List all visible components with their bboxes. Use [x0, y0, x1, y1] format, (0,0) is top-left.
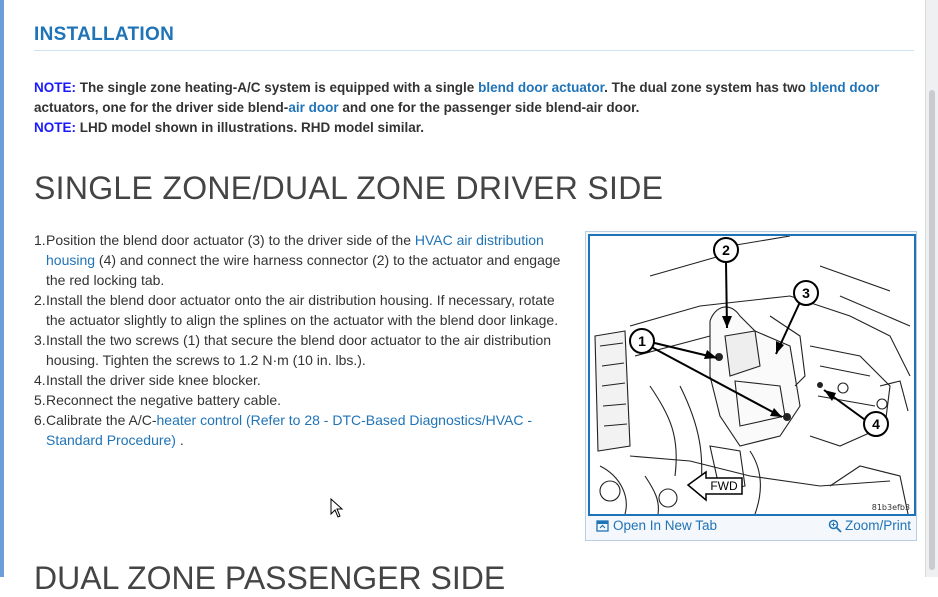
fwd-arrow-icon [688, 472, 742, 500]
figure-code: 81b3efb3 [871, 503, 910, 512]
link-blend-door-actuator[interactable]: blend door actuator [478, 80, 605, 95]
svg-text:2: 2 [722, 242, 730, 258]
link-air-door[interactable]: air door [288, 100, 339, 115]
step-number: 6. [34, 412, 46, 428]
step-text: Reconnect the negative battery cable. [46, 392, 282, 408]
left-accent-bar [0, 0, 4, 577]
step-text: Install the blend door actuator onto the air distribution housing. If necessary, rotate the actuator slightly to align the splines on the actuator with the blend door linkage. [46, 292, 559, 328]
section-header [34, 24, 914, 51]
link-heater-control-procedure[interactable]: heater control (Refer to 28 - DTC-Based Diagnostics/HVAC - Standard Procedure) [46, 412, 533, 448]
actuator-illustration[interactable] [588, 234, 916, 516]
step-text-part: . [175, 432, 184, 448]
note-text: and one for the passenger side blend-air door. [338, 100, 640, 115]
note-label: NOTE: [34, 120, 76, 135]
step-number: 1. [34, 232, 46, 248]
step-text [46, 230, 574, 290]
step-item [34, 390, 574, 410]
zoom-print-label: Zoom/Print [844, 518, 911, 533]
note-text: The single zone heating-A/C system is equipped with a single [76, 80, 479, 95]
step-number: 2. [34, 292, 46, 308]
callout-2 [714, 238, 738, 262]
step-item [34, 290, 574, 330]
step-text-part: Position the blend door actuator (3) to the driver side of the [46, 232, 415, 248]
step-item [34, 330, 574, 370]
callout-3 [794, 281, 818, 305]
open-new-tab-icon [596, 520, 609, 532]
figure-actions [586, 516, 916, 538]
open-in-new-tab-label: Open In New Tab [613, 518, 718, 533]
step-item [34, 370, 574, 390]
step-item [34, 230, 574, 290]
step-text: Install the two screws (1) that secure the blend door actuator to the air distribution housing. Tighten the screws to 1.2 N·m (10 in. lbs.). [46, 332, 552, 368]
note-text: actuators, one for the driver side blend- [34, 100, 289, 115]
step-text [46, 410, 574, 450]
callout-1 [630, 329, 654, 353]
callout-4 [864, 412, 888, 436]
notes [34, 78, 914, 138]
note-2 [34, 118, 914, 138]
link-blend-door[interactable]: blend door [809, 80, 880, 95]
note-text: . The dual zone system has two [604, 80, 810, 95]
note-1 [34, 78, 914, 118]
illustration-drawing [590, 236, 914, 514]
scrollbar[interactable] [925, 0, 938, 577]
magnifier-zoom-icon [828, 519, 842, 533]
link-hvac-air-distribution-housing[interactable]: HVAC air distribution housing [46, 232, 544, 268]
steps-list [34, 230, 574, 450]
svg-text:4: 4 [872, 416, 880, 432]
svg-text:1: 1 [638, 333, 646, 349]
procedure-heading: SINGLE ZONE/DUAL ZONE DRIVER SIDE [34, 170, 664, 206]
step-text: Install the driver side knee blocker. [46, 372, 261, 388]
mouse-pointer-icon [330, 498, 344, 518]
step-number: 3. [34, 332, 46, 348]
next-procedure-heading: DUAL ZONE PASSENGER SIDE [34, 560, 506, 596]
illustration-panel [585, 231, 917, 541]
open-in-new-tab-button[interactable] [596, 518, 717, 533]
step-text-part: Calibrate the A/C- [46, 412, 157, 428]
scrollbar-thumb[interactable] [929, 90, 935, 570]
zoom-print-button[interactable] [828, 518, 911, 533]
section-title: INSTALLATION [34, 24, 175, 45]
step-number: 5. [34, 392, 46, 408]
step-number: 4. [34, 372, 46, 388]
note-label: NOTE: [34, 80, 76, 95]
step-text-part: (4) and connect the wire harness connector (2) to the actuator and engage the red locking tab. [46, 252, 561, 288]
svg-text:3: 3 [802, 285, 810, 301]
note-text: LHD model shown in illustrations. RHD model similar. [76, 120, 425, 135]
svg-text:FWD: FWD [710, 479, 738, 493]
step-item [34, 410, 574, 450]
